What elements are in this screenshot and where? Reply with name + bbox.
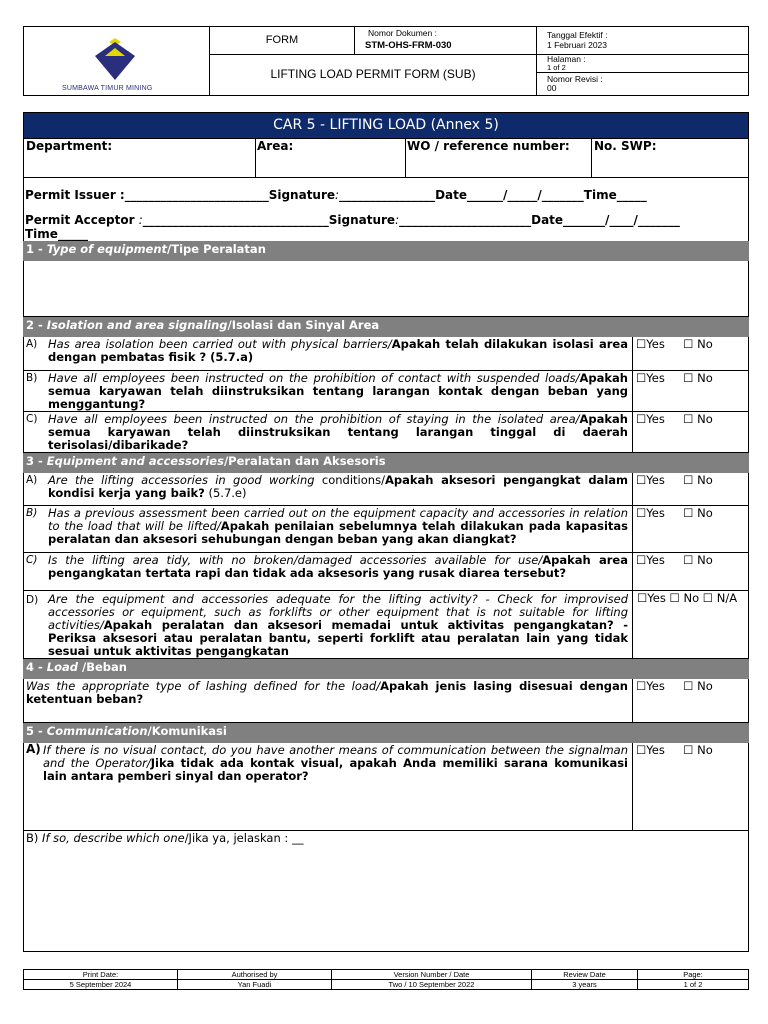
issuer-colon: : — [335, 188, 340, 202]
question-5b[interactable] — [23, 831, 749, 952]
company-name: SUMBAWA TIMUR MINING — [62, 85, 153, 92]
car-title-band — [23, 112, 749, 139]
q3b-label: B) — [26, 507, 38, 519]
issuer-rest: ________________Date______/_____/_______Time_____ — [339, 188, 647, 202]
logo-cell — [24, 27, 210, 95]
q5a-en: If there is no visual contact, do you have another means of communication between the signalman and the Operator/ — [43, 743, 628, 770]
question-3a — [23, 473, 749, 506]
footer-authorised — [178, 970, 332, 989]
version-label: Version Number / Date — [393, 970, 470, 979]
q2c-en: Have all employees been instructed on the prohibition of staying in the isolated area/ — [48, 412, 580, 426]
print-date-value: 5 September 2024 — [69, 980, 132, 989]
question-2a — [23, 337, 749, 371]
q5b-id: /Jika ya, jelaskan : __ — [184, 831, 304, 845]
acceptor-colon2: : — [395, 213, 400, 227]
permit-time-line[interactable]: Time_____ — [25, 227, 88, 241]
q5a-yes-no[interactable]: ☐Yes ☐ No — [636, 743, 713, 757]
s3-id: /Peralatan dan Aksesoris — [223, 454, 386, 468]
acceptor-rest: ______________________Date_______/____/_______ — [399, 213, 680, 227]
department-field[interactable]: Department: — [24, 139, 256, 177]
s4-num: 4 - — [26, 660, 47, 674]
section-5-header — [23, 723, 749, 743]
footer-review — [532, 970, 638, 989]
authorised-label: Authorised by — [231, 970, 278, 979]
s2-num: 2 - — [26, 318, 47, 332]
q3a-label: A) — [26, 474, 38, 486]
question-3c — [23, 553, 749, 591]
s5-num: 5 - — [26, 724, 47, 738]
q3d-yes-no-na[interactable]: ☐Yes ☐ No ☐ N/A — [637, 591, 738, 605]
q3d-label: D) — [26, 594, 39, 606]
q2b-en: Have all employees been instructed on the prohibition of contact with suspended loads/ — [48, 371, 580, 385]
q3c-label: C) — [26, 554, 38, 566]
permit-block — [23, 178, 749, 241]
s2-en: Isolation and area signaling — [46, 318, 228, 332]
q4-en: Was the appropriate type of lashing defined for the load/ — [26, 679, 381, 693]
permit-issuer-text: Permit Issuer :________________________Signature — [25, 188, 336, 202]
s5-en: Communication — [46, 724, 148, 738]
wo-reference-field[interactable]: WO / reference number: — [406, 139, 592, 177]
q4-yes-no[interactable]: ☐Yes ☐ No — [636, 679, 713, 693]
s4-en: Load — [46, 660, 83, 674]
q2b-id: Apakah semua karyawan telah diinstruksikan tentang larangan kontak dengan beban yang menggantung? — [48, 371, 628, 411]
q3d-en: Are the equipment and accessories adequate for the lifting activity? - Check for improvised accessories or equipment, such as forklifts or other equipment that is not suitable for lifting activities/ — [48, 592, 628, 632]
section-4-header — [23, 659, 749, 679]
q3b-en: Has a previous assessment been carried out on the equipment capacity and accessories in relation to the load that will be lifted/ — [48, 506, 628, 533]
section-3-header — [23, 453, 749, 473]
section-1-header — [23, 241, 749, 261]
question-5a — [23, 743, 749, 831]
q2a-label: A) — [26, 338, 38, 350]
acceptor-mid: _______________________________Signature — [142, 213, 396, 227]
q4-id: Apakah jenis lasing disesuai dengan ketentuan beban? — [26, 679, 628, 706]
question-2b — [23, 371, 749, 412]
s2-id: /Isolasi dan Sinyal Area — [227, 318, 380, 332]
page-label: Halaman : — [547, 54, 586, 64]
swp-field[interactable]: No. SWP: — [594, 139, 657, 153]
footer-page — [638, 970, 748, 989]
q3c-en: Is the lifting area tidy, with no broken/damaged accessories available for use/ — [48, 553, 543, 567]
form-title: LIFTING LOAD PERMIT FORM (SUB) — [270, 67, 476, 81]
print-date-label: Print Date: — [82, 970, 119, 979]
s3-en: Equipment and accessories — [46, 454, 224, 468]
q5a-id: Jika tidak ada kontak visual, apakah Anda memiliki sarana komunikasi lain antara pemberi sinyal dan operator? — [43, 756, 628, 783]
document-footer — [23, 969, 749, 990]
company-logo — [87, 38, 147, 82]
footer-version — [332, 970, 532, 989]
q3b-id: Apakah penilaian sebelumnya telah dilakukan pada kapasitas peralatan dan aksesori sehubungan dengan beban yang akan diangkat? — [48, 519, 628, 546]
q3c-yes-no[interactable]: ☐Yes ☐ No — [636, 553, 713, 567]
question-3b — [23, 506, 749, 553]
question-3d — [23, 591, 749, 659]
effective-date-label: Tanggal Efektif : — [547, 30, 608, 40]
revision-cell — [537, 73, 749, 95]
acceptor-colon: : — [138, 213, 143, 227]
question-2c — [23, 412, 749, 453]
q2a-en: Has area isolation been carried out with physical barriers/ — [48, 337, 392, 351]
footer-page-label: Page: — [683, 970, 703, 979]
review-label: Review Date — [563, 970, 606, 979]
q3a-ref: (5.7.e) — [204, 486, 247, 500]
info-row — [23, 139, 749, 178]
q2a-yes-no[interactable]: ☐Yes ☐ No — [636, 337, 713, 351]
equipment-type-field[interactable] — [23, 261, 749, 317]
section-2-header — [23, 317, 749, 337]
q3c-id: Apakah area pengangkatan tertata rapi dan tidak ada aksesoris yang rusak diarea tersebut? — [48, 553, 628, 580]
revision-value: 00 — [547, 83, 557, 93]
q3b-yes-no[interactable]: ☐Yes ☐ No — [636, 506, 713, 520]
effective-date-cell — [537, 27, 749, 55]
footer-page-value: 1 of 2 — [683, 980, 703, 989]
s1-num: 1 - — [26, 242, 47, 256]
version-value: Two / 10 September 2022 — [388, 980, 475, 989]
doc-number: STM-OHS-FRM-030 — [365, 40, 452, 51]
title-cell — [210, 55, 537, 95]
q3a-en: Are the lifting accessories in good working — [48, 473, 322, 487]
review-value: 3 years — [572, 980, 597, 989]
q5a-label: A) — [26, 742, 41, 756]
doc-number-label: Nomor Dokumen : — [368, 28, 437, 38]
form-label-cell — [210, 27, 355, 55]
doc-number-cell — [355, 27, 537, 55]
permit-issuer-line[interactable] — [25, 188, 647, 202]
area-field[interactable]: Area: — [256, 139, 406, 177]
q2c-id: Apakah semua karyawan telah diinstruksikan tentang larangan tinggal di daerah terisolasi/dibarikade? — [48, 412, 628, 452]
q3a-en2: conditions/ — [321, 473, 385, 487]
q5b-en: If so, describe which one — [42, 831, 185, 845]
footer-print-date — [24, 970, 178, 989]
s3-num: 3 - — [26, 454, 47, 468]
question-4 — [23, 679, 749, 723]
q3a-yes-no[interactable]: ☐Yes ☐ No — [636, 473, 713, 487]
car-title: CAR 5 - LIFTING LOAD (Annex 5) — [273, 117, 499, 133]
document-header — [23, 26, 749, 96]
s1-en: Type of equipment — [46, 242, 168, 256]
acceptor-text: Permit Acceptor — [25, 213, 139, 227]
q5b-label: B) — [26, 831, 39, 845]
permit-acceptor-line[interactable] — [25, 213, 680, 227]
q2a-id: Apakah telah dilakukan isolasi area dengan pembatas fisik ? (5.7.a) — [48, 337, 628, 364]
effective-date: 1 Februari 2023 — [547, 40, 608, 50]
authorised-value: Yan Fuadi — [237, 980, 272, 989]
page-value: 1 of 2 — [547, 63, 566, 72]
s4-id: /Beban — [82, 660, 127, 674]
q2c-yes-no[interactable]: ☐Yes ☐ No — [636, 412, 713, 426]
q3d-id: Apakah peralatan dan aksesori memadai untuk aktivitas pengangkatan? - Periksa aksesori atau peralatan bantu, seperti forklift atau peralatan lain yang tidak sesuai untuk aktivitas pengangkatan — [48, 618, 628, 658]
q3a-id: Apakah aksesori pengangkat dalam kondisi kerja yang baik? — [48, 473, 628, 500]
q2b-yes-no[interactable]: ☐Yes ☐ No — [636, 371, 713, 385]
q2b-label: B) — [26, 372, 38, 384]
s5-id: /Komunikasi — [147, 724, 227, 738]
q2c-label: C) — [26, 413, 38, 425]
form-label: FORM — [265, 34, 299, 46]
page-cell — [537, 55, 749, 73]
s1-id: /Tipe Peralatan — [167, 242, 266, 256]
revision-label: Nomor Revisi : — [547, 74, 603, 84]
